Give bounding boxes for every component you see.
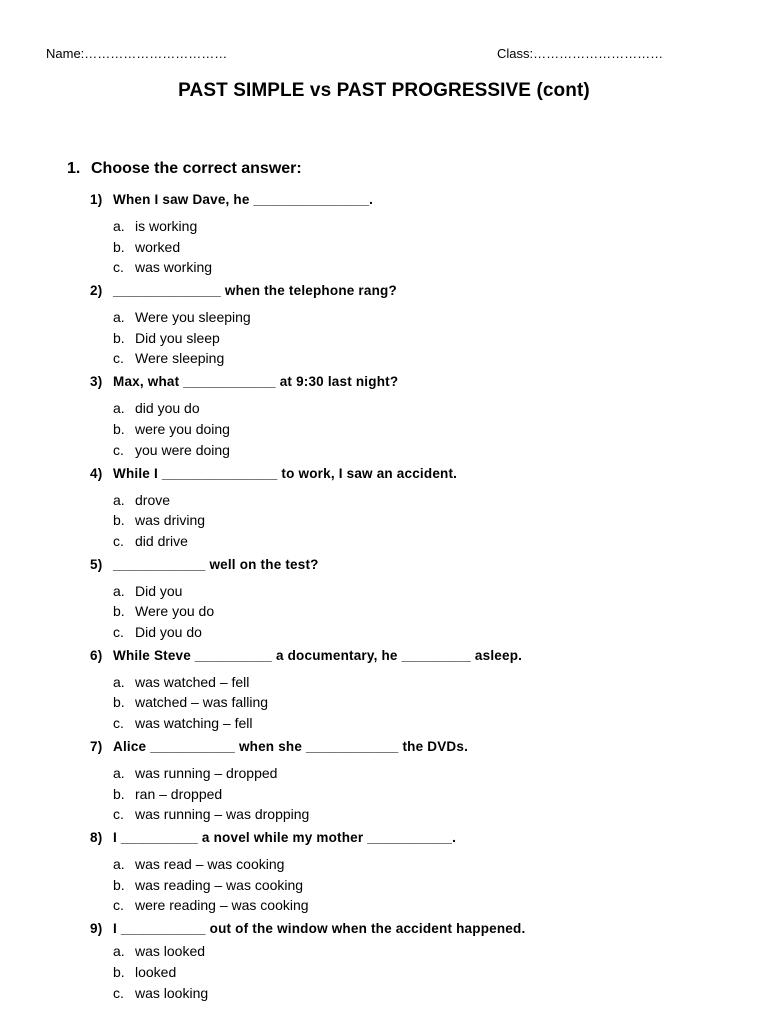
class-field[interactable]: Class:………………………… — [497, 46, 664, 61]
answer-option[interactable] — [113, 784, 730, 805]
option-text: did drive — [135, 532, 188, 549]
question-number: 9) — [90, 921, 103, 937]
answer-option[interactable] — [113, 348, 730, 369]
question-number: 8) — [90, 830, 103, 846]
question-7 — [90, 737, 730, 825]
option-letter: c. — [113, 984, 124, 1001]
option-letter: c. — [113, 350, 124, 367]
answer-options — [90, 672, 730, 734]
answer-option[interactable] — [113, 216, 730, 237]
option-text: was driving — [135, 512, 206, 529]
question-list — [0, 190, 768, 1003]
question-1 — [90, 190, 730, 278]
answer-option[interactable] — [113, 307, 730, 328]
answer-option[interactable] — [113, 237, 730, 258]
question-line — [90, 372, 730, 392]
answer-option[interactable] — [113, 622, 730, 643]
question-line — [90, 190, 730, 210]
answer-option[interactable] — [113, 804, 730, 825]
option-letter: a. — [113, 673, 125, 690]
option-text: Were sleeping — [135, 350, 225, 367]
question-text: Alice ___________ when she ____________ the DVDs. — [113, 739, 469, 755]
option-text: was looked — [135, 943, 206, 960]
question-line — [90, 555, 730, 575]
option-text: you were doing — [135, 441, 230, 458]
answer-option[interactable] — [113, 601, 730, 622]
answer-option[interactable] — [113, 398, 730, 419]
answer-option[interactable] — [113, 510, 730, 531]
answer-options — [90, 854, 730, 916]
question-line — [90, 464, 730, 484]
option-text: Did you sleep — [135, 329, 220, 346]
option-letter: a. — [113, 491, 125, 508]
question-number: 6) — [90, 647, 103, 663]
answer-option[interactable] — [113, 713, 730, 734]
option-letter: a. — [113, 582, 125, 599]
question-5 — [90, 555, 730, 643]
answer-option[interactable] — [113, 895, 730, 916]
option-text: was watched – fell — [135, 673, 250, 690]
question-line — [90, 281, 730, 301]
answer-options — [90, 490, 730, 552]
answer-options — [90, 398, 730, 460]
option-letter: b. — [113, 603, 125, 620]
answer-option[interactable] — [113, 419, 730, 440]
question-text: I __________ a novel while my mother ___________. — [113, 830, 457, 846]
question-6 — [90, 646, 730, 734]
option-text: Did you — [135, 582, 183, 599]
question-number: 1) — [90, 192, 103, 207]
answer-option[interactable] — [113, 962, 730, 983]
answer-options — [90, 307, 730, 369]
answer-options — [90, 763, 730, 825]
question-number: 4) — [90, 465, 103, 481]
answer-option[interactable] — [113, 490, 730, 511]
question-text: While I _______________ to work, I saw an accident. — [113, 465, 458, 481]
option-letter: b. — [113, 876, 125, 893]
question-text: Max, what ____________ at 9:30 last night? — [113, 374, 399, 390]
answer-option[interactable] — [113, 257, 730, 278]
option-letter: a. — [113, 856, 125, 873]
question-3 — [90, 372, 730, 460]
answer-options — [90, 581, 730, 643]
section-instruction: Choose the correct answer: — [91, 160, 302, 177]
option-letter: c. — [113, 715, 124, 732]
option-text: drove — [135, 491, 171, 508]
option-letter: b. — [113, 512, 125, 529]
option-letter: c. — [113, 441, 124, 458]
option-text: were you doing — [135, 420, 230, 437]
option-text: is working — [135, 218, 198, 234]
answer-option[interactable] — [113, 983, 730, 1004]
question-text: ______________ when the telephone rang? — [113, 283, 397, 299]
question-text: ____________ well on the test? — [113, 556, 319, 572]
option-letter: a. — [113, 309, 125, 326]
question-line — [90, 828, 730, 848]
option-letter: c. — [113, 259, 124, 276]
question-line — [90, 646, 730, 666]
answer-option[interactable] — [113, 440, 730, 461]
worksheet-title: PAST SIMPLE vs PAST PROGRESSIVE (cont) — [178, 80, 590, 101]
option-letter: c. — [113, 532, 124, 549]
option-text: did you do — [135, 400, 200, 417]
answer-option[interactable] — [113, 854, 730, 875]
option-text: was read – was cooking — [135, 856, 285, 873]
question-9 — [90, 919, 730, 1003]
student-info-row — [46, 46, 686, 64]
question-4 — [90, 464, 730, 552]
answer-option[interactable] — [113, 672, 730, 693]
option-letter: b. — [113, 420, 125, 437]
option-letter: c. — [113, 897, 124, 914]
option-text: ran – dropped — [135, 785, 223, 802]
option-letter: b. — [113, 238, 125, 255]
answer-option[interactable] — [113, 875, 730, 896]
option-text: was reading – was cooking — [135, 876, 304, 893]
answer-option[interactable] — [113, 328, 730, 349]
option-text: Were you do — [135, 603, 215, 620]
option-text: looked — [135, 963, 177, 980]
question-line — [90, 919, 730, 939]
question-number: 5) — [90, 556, 103, 572]
option-text: was working — [135, 259, 213, 276]
answer-option[interactable] — [113, 692, 730, 713]
option-text: was looking — [135, 984, 209, 1001]
question-number: 2) — [90, 283, 103, 299]
section-number: 1. — [67, 160, 81, 177]
question-text: When I saw Dave, he _______________. — [113, 192, 374, 207]
question-8 — [90, 828, 730, 916]
option-letter: b. — [113, 785, 125, 802]
question-text: While Steve __________ a documentary, he _________ asleep. — [113, 647, 523, 663]
question-text: I ___________ out of the window when the accident happened. — [113, 921, 526, 937]
name-field[interactable]: Name:…………………………… — [46, 46, 228, 61]
answer-option[interactable] — [113, 581, 730, 602]
question-line — [90, 737, 730, 757]
option-text: worked — [135, 238, 181, 255]
answer-options — [90, 216, 730, 278]
option-text: Were you sleeping — [135, 309, 251, 326]
option-letter: a. — [113, 765, 125, 782]
question-2 — [90, 281, 730, 369]
option-letter: a. — [113, 943, 125, 960]
option-text: Did you do — [135, 623, 202, 640]
answer-option[interactable] — [113, 763, 730, 784]
option-text: was watching – fell — [135, 715, 253, 732]
answer-options — [90, 941, 730, 1003]
option-letter: c. — [113, 623, 124, 640]
answer-option[interactable] — [113, 941, 730, 962]
question-number: 3) — [90, 374, 103, 390]
option-letter: b. — [113, 694, 125, 711]
option-letter: a. — [113, 218, 125, 234]
option-letter: b. — [113, 963, 125, 980]
option-text: was running – was dropping — [135, 806, 310, 823]
option-letter: c. — [113, 806, 124, 823]
option-letter: a. — [113, 400, 125, 417]
option-text: was running – dropped — [135, 765, 278, 782]
answer-option[interactable] — [113, 531, 730, 552]
option-text: watched – was falling — [135, 694, 269, 711]
question-number: 7) — [90, 739, 103, 755]
section-heading — [67, 160, 302, 178]
option-text: were reading – was cooking — [135, 897, 309, 914]
option-letter: b. — [113, 329, 125, 346]
